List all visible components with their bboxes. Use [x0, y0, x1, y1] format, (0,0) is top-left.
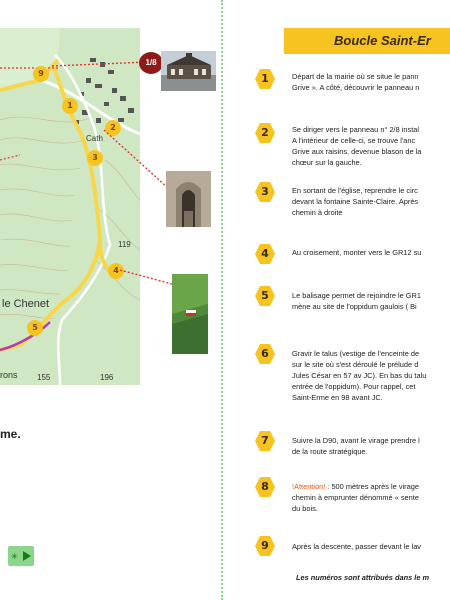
step-line: Saint-Erme en 98 avant JC. [292, 393, 383, 402]
step-number: 8 [261, 480, 269, 493]
map-pin[interactable]: 9 [33, 66, 49, 82]
map-pin[interactable]: 4 [108, 263, 124, 279]
step-description [292, 348, 450, 403]
step-line: En sortant de l'église, reprendre le circ [292, 186, 418, 195]
step-number: 2 [261, 126, 269, 139]
step-line: Se diriger vers le panneau n° 2/8 instal [292, 125, 420, 134]
step-number-badge [254, 535, 276, 557]
map-pin[interactable]: 1 [62, 98, 78, 114]
step-description [292, 290, 450, 312]
step-line-text: 500 mètres après le virage [329, 482, 419, 491]
step-line: A l'intérieur de celle-ci, se trouve l'anc [292, 136, 416, 145]
step-line [292, 481, 450, 492]
left-page-fragment: me. [0, 427, 21, 441]
step-number: 5 [261, 289, 269, 302]
navigation-icon[interactable] [8, 546, 34, 566]
step-number-badge [254, 68, 276, 90]
map-pin[interactable]: 2 [105, 120, 121, 136]
svg-text:✳: ✳ [11, 552, 18, 561]
map-label-chenet: le Chenet [2, 298, 50, 310]
step-description [292, 71, 450, 93]
route-title: Boucle Saint-Er [284, 28, 450, 54]
step-number-badge [254, 430, 276, 452]
page-badge: 1/8 [139, 52, 163, 74]
map-label-rons: rons [0, 370, 18, 380]
step-number-badge [254, 476, 276, 498]
step-description [292, 124, 450, 168]
step-description [292, 541, 450, 552]
step-line: Gravir le talus (vestige de l'enceinte de [292, 349, 420, 358]
step-number: 6 [261, 347, 269, 360]
step-line: Après la descente, passer devant le lav [292, 542, 422, 551]
fountain-photo [166, 171, 211, 227]
footnote: Les numéros sont attribués dans le m [296, 573, 430, 582]
step-description [292, 185, 450, 218]
step-number-badge [254, 122, 276, 144]
step-line: devant la fontaine Sainte-Claire. Après [292, 197, 419, 206]
step-line: Le balisage permet de rejoindre le GR1 [292, 291, 422, 300]
step-number-badge [254, 343, 276, 365]
fold-divider [221, 0, 223, 600]
step-number: 4 [261, 247, 269, 260]
step-line: de la route stratégique. [292, 447, 368, 456]
step-line: entrée de l'oppidum). Pour rappel, cet [292, 382, 416, 391]
step-number-badge [254, 243, 276, 265]
map-pin[interactable]: 3 [87, 150, 103, 166]
step-line: chœur sur la gauche. [292, 158, 362, 167]
step-line: chemin à emprunter dénommé « sente [292, 493, 419, 502]
step-line: chemin à droite [292, 208, 343, 217]
step-line: Départ de la mairie où se situe le pann [292, 72, 419, 81]
map-pin[interactable]: 5 [27, 320, 43, 336]
town-hall-photo [161, 51, 216, 91]
attention-label: !Attention! : [292, 482, 330, 491]
step-line: du bois. [292, 504, 318, 513]
step-number: 9 [261, 539, 269, 552]
step-line: mène au site de l'oppidum gaulois ( Bi [292, 302, 417, 311]
step-number-badge [254, 181, 276, 203]
map-label-cath: Cath [86, 134, 103, 143]
step-number: 3 [261, 185, 269, 198]
step-line: Suivre la D90, avant le virage prendre l [292, 436, 420, 445]
map-label-119: 119 [118, 240, 131, 249]
step-line: Grive ». A côté, découvrir le panneau n [292, 83, 420, 92]
step-line: Jules César en 57 av JC). En bas du talu [292, 371, 427, 380]
step-description [292, 247, 450, 258]
step-line: Grive aux raisins, devenue blason de la [292, 147, 422, 156]
step-number: 1 [261, 72, 269, 85]
step-line: sur le site où s'est déroulé le prélude d [292, 360, 419, 369]
map-label-155: 155 [37, 373, 51, 382]
trail-marker-photo [172, 274, 208, 354]
step-line: Au croisement, monter vers le GR12 su [292, 248, 422, 257]
step-description [292, 435, 450, 457]
step-description [292, 481, 450, 514]
step-number: 7 [261, 434, 269, 447]
step-number-badge [254, 285, 276, 307]
map-label-196: 196 [100, 373, 114, 382]
